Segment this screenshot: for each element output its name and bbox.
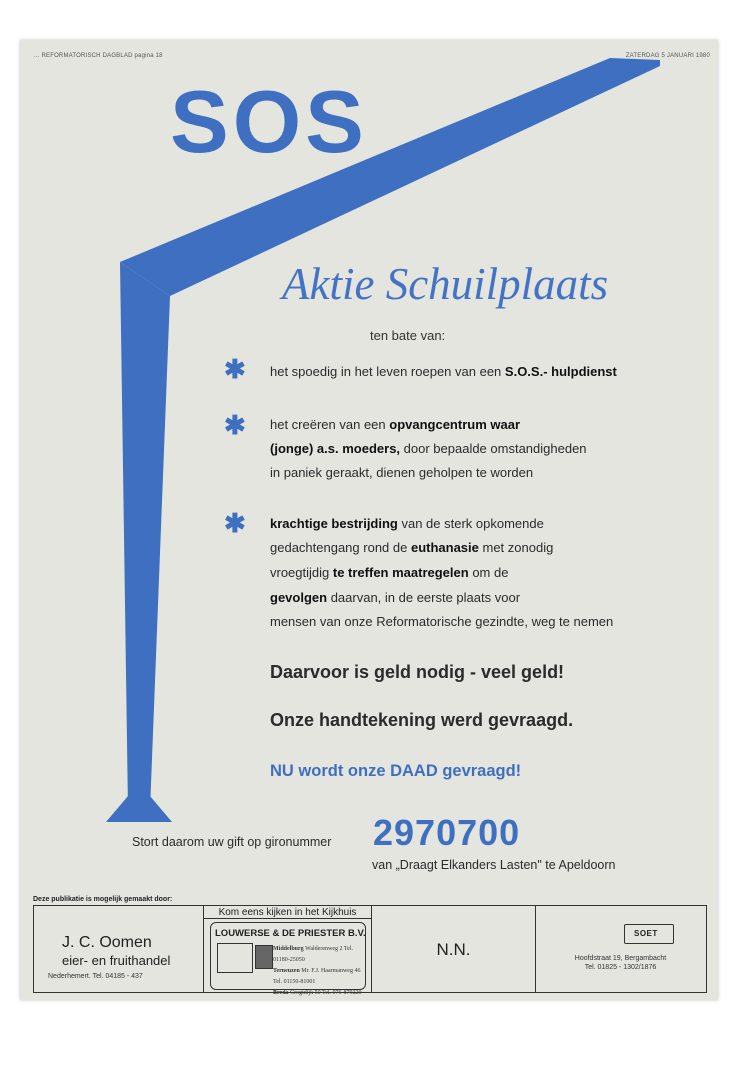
campaign-title: Aktie Schuilplaats bbox=[282, 259, 609, 309]
giro-number: 2970700 bbox=[373, 812, 521, 853]
sponsor-louwerse bbox=[204, 906, 372, 996]
appeal-money: Daarvoor is geld nodig - veel geld! bbox=[270, 662, 565, 682]
location-place: Breda Crogtdijk 50 Tel. 076-879220 bbox=[273, 990, 362, 996]
sponsor-soet bbox=[536, 906, 705, 992]
sponsor-name: LOUWERSE & DE PRIESTER B.V. bbox=[215, 928, 366, 939]
headline-sos: SOS bbox=[170, 72, 368, 171]
asterisk-bullet-icon: ✱ bbox=[224, 354, 246, 384]
sponsor-oomen bbox=[34, 906, 204, 992]
bullet-line: gevolgen daarvan, in de eerste plaats voor bbox=[270, 590, 521, 605]
sponsor-card bbox=[210, 922, 366, 996]
giro-organisation: van „Draagt Elkanders Lasten" te Apeldoorn bbox=[372, 858, 616, 872]
subtitle: ten bate van: bbox=[370, 328, 446, 343]
pgb-logo-icon bbox=[255, 945, 273, 969]
asterisk-bullet-icon: ✱ bbox=[224, 410, 246, 440]
sponsor-nn bbox=[372, 906, 536, 992]
location-place: Terneuzen Mr. F.J. Haarmanweg 46 Tel. 01150-81001 bbox=[273, 968, 361, 985]
asterisk-bullet-icon: ✱ bbox=[224, 508, 246, 538]
lbp-logo-icon bbox=[217, 943, 253, 973]
soet-logo-text: SOET bbox=[634, 929, 658, 938]
sponsors-label: Deze publikatie is mogelijk gemaakt door: bbox=[33, 896, 173, 903]
location-place: Middelburg Walderenweg 2 Tel. 01180-25050 bbox=[273, 946, 353, 963]
bullet-line: (jonge) a.s. moeders, door bepaalde omstandigheden bbox=[270, 441, 587, 456]
sponsor-description: eier- en fruithandel bbox=[62, 953, 171, 968]
appeal-action: NU wordt onze DAAD gevraagd! bbox=[270, 762, 522, 780]
sponsor-address: Nederhemert. Tel. 04185 - 437 bbox=[48, 973, 143, 980]
bullet-line: gedachtengang rond de euthanasie met zonodig bbox=[270, 540, 554, 555]
page-header-left: ... REFORMATORISCH DAGBLAD pagina 18 bbox=[34, 53, 163, 59]
sponsor-name: J. C. Oomen bbox=[62, 934, 152, 951]
bullet-line: mensen van onze Reformatorische gezindte, weg te nemen bbox=[270, 614, 614, 629]
bullet-line: in paniek geraakt, dienen geholpen te worden bbox=[270, 465, 534, 480]
bullet-line: krachtige bestrijding van de sterk opkomende bbox=[270, 516, 544, 531]
sponsor-address: Hoofdstraat 19, Bergambacht Tel. 01825 - 1302/1876 bbox=[574, 955, 667, 971]
bullet-line: het spoedig in het leven roepen van een S.O.S.- hulpdienst bbox=[270, 364, 617, 379]
bullet-line: vroegtijdig te treffen maatregelen om de bbox=[270, 565, 509, 580]
bullet-line: het creëren van een opvangcentrum waar bbox=[270, 417, 521, 432]
giro-instruction: Stort daarom uw gift op gironummer bbox=[132, 835, 332, 849]
sponsor-banner: Kom eens kijken in het Kijkhuis bbox=[204, 906, 371, 919]
sponsor-name: N.N. bbox=[436, 940, 471, 959]
shelter-post bbox=[120, 262, 170, 810]
page-header-date: ZATERDAG 5 JANUARI 1980 bbox=[625, 53, 710, 59]
appeal-signature: Onze handtekening werd gevraagd. bbox=[270, 710, 574, 730]
sponsor-box bbox=[33, 905, 707, 996]
post-foot bbox=[106, 796, 172, 822]
sponsor-locations bbox=[273, 944, 365, 999]
